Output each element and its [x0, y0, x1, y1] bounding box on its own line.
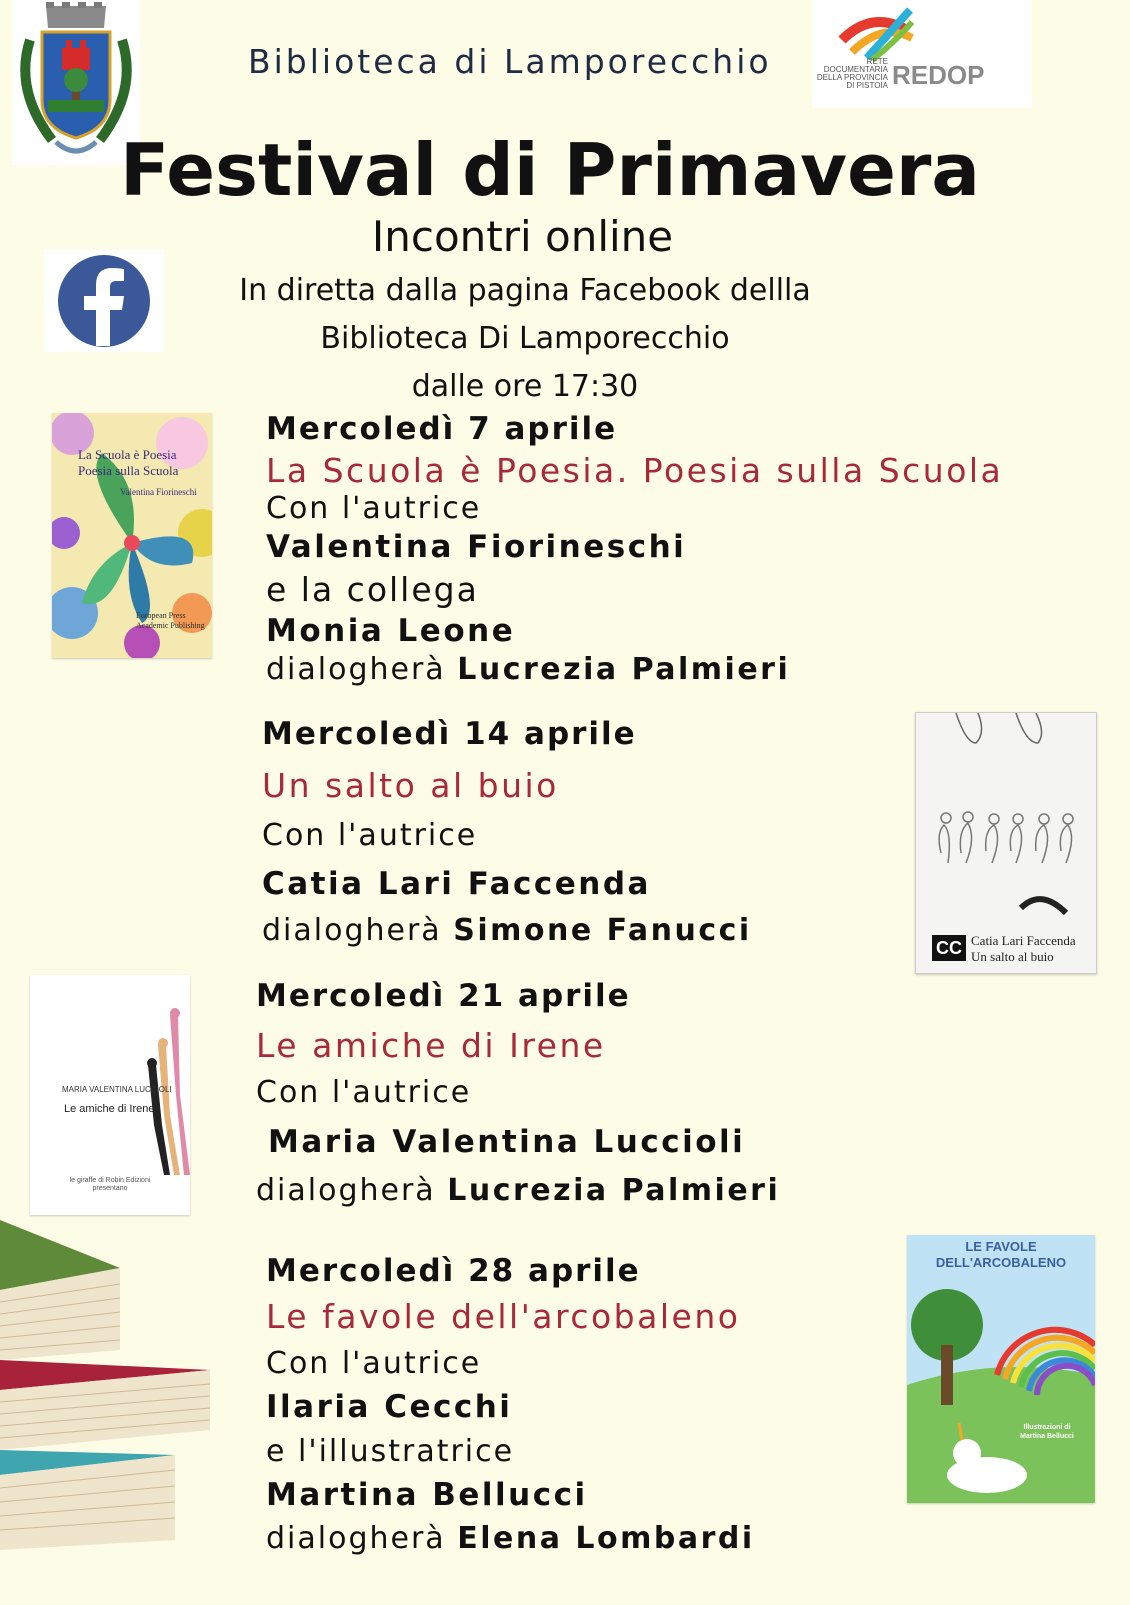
event-4-moderator: Elena Lombardi [457, 1521, 755, 1556]
event-1-book-title: La Scuola è Poesia. Poesia sulla Scuola [266, 451, 1004, 490]
cover-4-illus2: Martina Bellucci [1020, 1433, 1074, 1440]
event-1-role1: Con l'autrice [266, 491, 482, 526]
event-4-role2: e l'illustratrice [266, 1434, 515, 1469]
facebook-icon [44, 250, 164, 352]
event-4-role1: Con l'autrice [266, 1346, 482, 1381]
redop-logo [812, 0, 1032, 108]
event-3-moderator-line [256, 1173, 780, 1208]
cover-1-title2: Poesia sulla Scuola [78, 463, 179, 478]
cover-4-illus1: Illustrazioni di [1023, 1424, 1071, 1431]
cover-3-publisher2: presentano [92, 1185, 128, 1192]
cover-1-publisher1: European Press [136, 611, 186, 620]
cover-3-title: Le amiche di Irene [64, 1103, 155, 1115]
event-4-book-title: Le favole dell'arcobaleno [266, 1297, 741, 1336]
library-name: Biblioteca di Lamporecchio [248, 42, 772, 81]
page-title: Festival di Primavera [119, 128, 981, 212]
cover-2-title: Un salto al buio [971, 949, 1054, 964]
event-2-book-title: Un salto al buio [262, 766, 559, 805]
event-1-role2: e la collega [266, 570, 479, 609]
event-4-moderator-prefix: dialogherà [266, 1521, 446, 1556]
event-2-moderator-prefix: dialogherà [262, 913, 442, 948]
redop-line2: DOCUMENTARIA [823, 65, 888, 74]
event-3-moderator: Lucrezia Palmieri [447, 1173, 781, 1208]
info-line-2: Biblioteca Di Lamporecchio [320, 321, 730, 356]
event-2-role1: Con l'autrice [262, 818, 478, 853]
event-2-date: Mercoledì 14 aprile [262, 716, 637, 752]
redop-line3: DELLA PROVINCIA [816, 73, 888, 82]
event-3-author: Maria Valentina Luccioli [268, 1124, 746, 1160]
cover-1-title1: La Scuola è Poesia [78, 447, 177, 462]
event-4-author: Ilaria Cecchi [266, 1389, 513, 1425]
cover-3-author: MARIA VALENTINA LUCCIOLI [62, 1085, 172, 1094]
event-1-author: Valentina Fiorineschi [266, 529, 687, 565]
event-3-role1: Con l'autrice [256, 1075, 472, 1110]
event-4-moderator-line [266, 1521, 755, 1556]
event-4-date: Mercoledì 28 aprile [266, 1253, 641, 1289]
redop-brand: REDOP [892, 60, 985, 90]
event-2-author: Catia Lari Faccenda [262, 866, 651, 902]
event-4-illustrator: Martina Bellucci [266, 1477, 588, 1513]
cover-3-publisher1: le giraffe di Robin Edizioni [69, 1177, 151, 1184]
cover-1-author: Valentina Fiorineschi [120, 487, 197, 497]
event-2-moderator-line [262, 913, 752, 948]
cover-2-author: Catia Lari Faccenda [971, 933, 1076, 948]
event-2-moderator: Simone Fanucci [453, 913, 752, 948]
event-3-date: Mercoledì 21 aprile [256, 978, 631, 1014]
event-3-book-title: Le amiche di Irene [256, 1026, 606, 1065]
event-1-colleague: Monia Leone [266, 613, 516, 649]
info-line-3: dalle ore 17:30 [411, 369, 639, 404]
redop-line1: RETE [866, 57, 888, 66]
event-1-moderator-prefix: dialogherà [266, 652, 446, 687]
book-cover-3 [30, 975, 190, 1215]
event-1-date: Mercoledì 7 aprile [266, 411, 618, 447]
book-cover-1 [52, 413, 212, 658]
page-subtitle: Incontri online [371, 212, 674, 261]
book-stack-illustration [0, 1220, 215, 1600]
redop-line4: DI PISTOIA [846, 81, 888, 90]
cover-4-title2: DELL'ARCOBALENO [935, 1255, 1067, 1270]
cover-4-title1: LE FAVOLE [965, 1239, 1037, 1254]
info-line-1: In diretta dalla pagina Facebook dellla [239, 273, 811, 308]
cover-1-publisher2: Academic Publishing [136, 621, 205, 630]
event-3-moderator-prefix: dialogherà [256, 1173, 436, 1208]
book-cover-2 [915, 712, 1097, 974]
event-1-moderator: Lucrezia Palmieri [457, 652, 791, 687]
book-cover-4 [907, 1235, 1095, 1503]
cover-2-mark: CC [932, 935, 966, 961]
event-1-moderator-line [266, 652, 790, 687]
